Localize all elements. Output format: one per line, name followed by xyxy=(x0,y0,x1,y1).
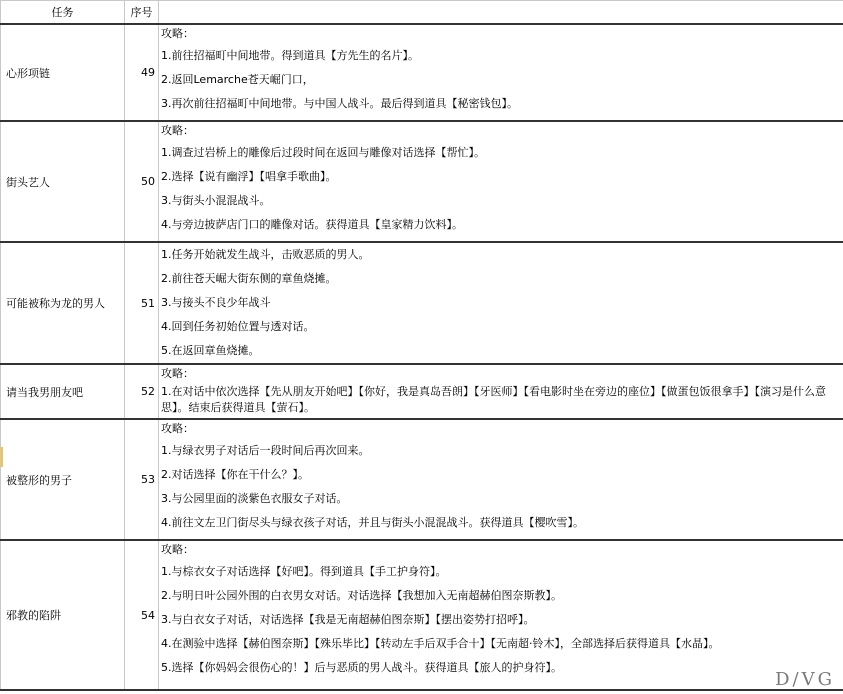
header-row xyxy=(1,1,843,25)
number-cell[interactable]: 53 xyxy=(125,419,159,540)
guide-line: 1.调查过岩桥上的雕像后过段时间在返回与雕像对话选择【帮忙】。 xyxy=(161,146,485,159)
task-cell[interactable]: 心形项链 xyxy=(1,24,125,121)
watermark: D/VG xyxy=(775,669,835,690)
task-cell[interactable]: 邪教的陷阱 xyxy=(1,540,125,690)
guide-line: 1.与绿衣男子对话后一段时间后再次回来。 xyxy=(161,444,370,457)
number-cell[interactable]: 51 xyxy=(125,242,159,364)
guide-line: 4.在测验中选择【赫伯图奈斯】【殊乐毕比】【转动左手后双手合十】【无南超·铃木】，全部选择后获得道具【水晶】。 xyxy=(161,637,720,650)
guide-line: 1.与棕衣女子对话选择【好吧】。得到道具【手工护身符】。 xyxy=(161,565,447,578)
guide-line: 攻略： xyxy=(161,124,194,137)
table-row xyxy=(1,121,843,242)
guide-line: 2.返回Lemarche苍天崛门口， xyxy=(161,73,314,86)
guide-line: 4.与旁边披萨店门口的雕像对话。获得道具【皇家精力饮料】。 xyxy=(161,218,463,231)
table-row xyxy=(1,24,843,121)
guide-line: 攻略： xyxy=(161,367,194,380)
number-cell[interactable]: 49 xyxy=(125,24,159,121)
task-cell[interactable]: 被整形的男子 xyxy=(1,419,125,540)
task-cell[interactable]: 街头艺人 xyxy=(1,121,125,242)
guide-line: 3.与接头不良少年战斗 xyxy=(161,296,271,309)
task-cell[interactable]: 请当我男朋友吧 xyxy=(1,364,125,419)
guide-cell[interactable] xyxy=(159,24,843,121)
guide-line: 4.回到任务初始位置与透对话。 xyxy=(161,320,315,333)
number-cell[interactable]: 54 xyxy=(125,540,159,690)
guide-line: 3.再次前往招福町中间地带。与中国人战斗。最后得到道具【秘密钱包】。 xyxy=(161,97,518,110)
guide-line: 攻略： xyxy=(161,543,194,556)
number-cell[interactable]: 52 xyxy=(125,364,159,419)
guide-line: 2.前往苍天崛大街东侧的章鱼烧摊。 xyxy=(161,272,337,285)
guide-line: 1.任务开始就发生战斗，击败恶质的男人。 xyxy=(161,248,370,261)
guide-line: 1.在对话中依次选择【先从朋友开始吧】【你好，我是真岛吾朗】【牙医师】【看电影时坐在旁边的座位】【做蛋包饭很拿手】【演习是什么意思】。结束后获得道具【萤石】。 xyxy=(161,385,826,414)
header-task[interactable]: 任务 xyxy=(1,1,125,25)
guide-line: 3.与白衣女子对话，对话选择【我是无南超赫伯图奈斯】【摆出姿势打招呼】。 xyxy=(161,613,535,626)
guide-line: 攻略： xyxy=(161,422,194,435)
guide-cell[interactable] xyxy=(159,242,843,364)
guide-line: 5.选择【你妈妈会很伤心的！】后与恶质的男人战斗。获得道具【旅人的护身符】。 xyxy=(161,661,562,674)
number-cell[interactable]: 50 xyxy=(125,121,159,242)
header-number[interactable]: 序号 xyxy=(125,1,159,25)
guide-line: 2.对话选择【你在干什么？】。 xyxy=(161,468,309,481)
guide-line: 攻略： xyxy=(161,27,194,40)
guide-cell[interactable] xyxy=(159,121,843,242)
guide-line: 1.前往招福町中间地带。得到道具【方先生的名片】。 xyxy=(161,49,419,62)
guide-cell[interactable] xyxy=(159,540,843,690)
header-guide[interactable] xyxy=(159,1,843,25)
guide-line: 3.与公园里面的淡紫色衣服女子对话。 xyxy=(161,492,348,505)
guide-cell[interactable] xyxy=(159,364,843,419)
guide-line: 4.前往文左卫门街尽头与绿衣孩子对话，并且与街头小混混战斗。获得道具【樱吹雪】。 xyxy=(161,516,584,529)
guide-line: 2.选择【说有幽浮】【唱拿手歌曲】。 xyxy=(161,170,337,183)
table-row xyxy=(1,540,843,690)
guide-line: 3.与街头小混混战斗。 xyxy=(161,194,271,207)
task-cell[interactable]: 可能被称为龙的男人 xyxy=(1,242,125,364)
guide-line: 5.在返回章鱼烧摊。 xyxy=(161,344,260,357)
guide-cell[interactable] xyxy=(159,419,843,540)
table-row xyxy=(1,242,843,364)
guide-line: 2.与明日叶公园外围的白衣男女对话。对话选择【我想加入无南超赫伯图奈斯教】。 xyxy=(161,589,562,602)
table-row xyxy=(1,364,843,419)
table-row xyxy=(1,419,843,540)
